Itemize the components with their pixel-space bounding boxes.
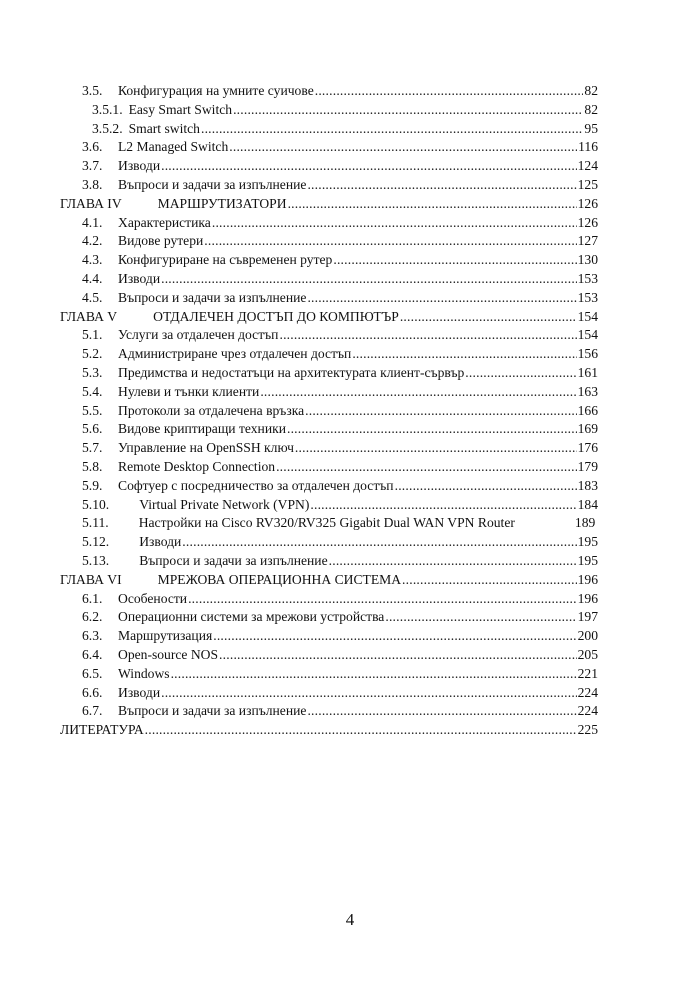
table-of-contents: [60, 82, 598, 740]
toc-entry-page: 154: [577, 308, 598, 324]
toc-entry-number: ГЛАВА V: [60, 308, 118, 324]
toc-entry-page: 221: [577, 665, 598, 681]
toc-entry-page: 126: [577, 214, 598, 230]
dot-leader: [465, 364, 576, 383]
toc-entry[interactable]: 4.3. Конфигуриране на съвременен рутер ..... 130: [60, 251, 598, 270]
toc-entry-page: 153: [577, 270, 598, 286]
toc-entry[interactable]: 6.4. Open-source NOS ..... 205: [60, 646, 598, 665]
dot-leader: [305, 402, 576, 421]
toc-entry[interactable]: [60, 571, 598, 590]
dot-leader: [310, 496, 576, 515]
dot-leader: [276, 458, 577, 477]
dot-leader: [279, 326, 576, 345]
dot-leader: [161, 270, 577, 289]
dot-leader: [188, 590, 577, 609]
toc-entry-page: 225: [577, 722, 598, 738]
toc-entry-page: 156: [577, 346, 598, 362]
toc-entry-page: 116: [578, 139, 598, 155]
toc-entry-page: 224: [577, 703, 598, 719]
toc-entry-title: Изводи: [118, 684, 161, 700]
toc-entry-number: 5.10.: [82, 496, 110, 512]
dot-leader: [352, 345, 576, 364]
toc-entry[interactable]: 6.7. Въпроси и задачи за изпълнение ..... 224: [60, 702, 598, 721]
dot-leader: [161, 157, 577, 176]
toc-entry-title: Протоколи за отдалечена връзка: [118, 402, 305, 418]
dot-leader: [233, 101, 583, 120]
dot-leader: [400, 308, 577, 327]
toc-entry[interactable]: [60, 496, 598, 515]
toc-entry[interactable]: 6.1. Особености ..... 196: [60, 590, 598, 609]
toc-entry[interactable]: 5.6. Видове криптиращи техники ..... 169: [60, 420, 598, 439]
toc-entry[interactable]: 3.6. L2 Managed Switch ..... 116: [60, 138, 598, 157]
toc-entry-page: 200: [577, 628, 598, 644]
toc-entry-title: Въпроси и задачи за изпълнение: [118, 176, 307, 192]
toc-entry-title: Изводи: [118, 158, 161, 174]
toc-entry[interactable]: 6.5. Windows ..... 221: [60, 665, 598, 684]
toc-entry-title: Конфигуриране на съвременен рутер: [118, 252, 333, 268]
toc-entry-title: Характеристика: [118, 214, 211, 230]
dot-leader: [201, 120, 583, 139]
toc-entry-title: Администриране чрез отдалечен достъп: [118, 346, 352, 362]
toc-entry-page: 127: [577, 233, 598, 249]
toc-entry-title: ОТДАЛЕЧЕН ДОСТЪП ДО КОМПЮТЪР: [153, 308, 399, 324]
dot-leader: [212, 214, 577, 233]
dot-leader: [182, 533, 576, 552]
toc-entry-title: Настройки на Cisco RV320/RV325 Gigabit Dual WAN VPN Router: [138, 515, 515, 531]
toc-entry-title: Virtual Private Network (VPN): [139, 496, 310, 512]
toc-entry-number: ГЛАВА VI: [60, 571, 122, 587]
toc-entry-title: Open-source NOS: [118, 646, 219, 662]
toc-entry-title: МАРШРУТИЗАТОРИ: [157, 195, 287, 211]
toc-entry[interactable]: 3.7. Изводи ..... 124: [60, 157, 598, 176]
toc-entry-title: Въпроси и задачи за изпълнение: [139, 552, 328, 568]
dot-leader: [295, 439, 577, 458]
toc-entry-page: 176: [577, 440, 598, 456]
toc-entry-number: ГЛАВА IV: [60, 195, 122, 211]
dot-leader: [229, 138, 577, 157]
toc-entry-page: 82: [584, 83, 598, 98]
toc-entry-page: 153: [577, 289, 598, 305]
toc-entry-page: 195: [577, 534, 598, 550]
toc-entry-page: 205: [577, 646, 598, 662]
toc-entry[interactable]: [60, 308, 598, 327]
dot-leader: [161, 684, 577, 703]
toc-entry-title: Софтуер с посредничество за отдалечен достъп: [118, 477, 394, 493]
toc-entry[interactable]: 6.2. Операционни системи за мрежови устройства ..... 197: [60, 608, 598, 627]
toc-entry-page: 130: [577, 252, 598, 268]
toc-entry[interactable]: 4.4. Изводи ..... 153: [60, 270, 598, 289]
toc-entry-title: L2 Managed Switch: [118, 139, 229, 155]
toc-entry[interactable]: [60, 552, 598, 571]
toc-entry[interactable]: [60, 101, 598, 120]
toc-entry-title: Операционни системи за мрежови устройства: [118, 609, 385, 625]
toc-entry-title: Особености: [118, 590, 188, 606]
toc-entry[interactable]: 5.1. Услуги за отдалечен достъп ..... 154: [60, 326, 598, 345]
toc-entry-page: 196: [577, 571, 598, 587]
toc-entry-title: Видове рутери: [118, 233, 204, 249]
toc-entry-title: Изводи: [139, 534, 182, 550]
toc-entry[interactable]: 5.9. Софтуер с посредничество за отдалечен достъп ..... 183: [60, 477, 598, 496]
toc-entry-page: 124: [577, 158, 598, 174]
dot-leader: [260, 383, 576, 402]
dot-leader: [307, 176, 576, 195]
toc-entry[interactable]: 5.2. Администриране чрез отдалечен достъп ..... 156: [60, 345, 598, 364]
toc-entry-page: 183: [577, 477, 598, 493]
dot-leader: [333, 251, 576, 270]
toc-entry-page: 184: [577, 496, 598, 512]
toc-entry[interactable]: 5.3. Предимства и недостатъци на архитектурата клиент-сървър ..... 161: [60, 364, 598, 383]
toc-entry[interactable]: 4.5. Въпроси и задачи за изпълнение ..... 153: [60, 289, 598, 308]
dot-leader: [402, 571, 577, 590]
dot-leader: [171, 665, 577, 684]
dot-leader: [395, 477, 577, 496]
toc-entry-number: 5.12.: [82, 534, 110, 550]
dot-leader: [204, 232, 576, 251]
toc-entry[interactable]: 5.8. Remote Desktop Connection ..... 179: [60, 458, 598, 477]
toc-entry-title: Въпроси и задачи за изпълнение: [118, 289, 307, 305]
toc-entry-title: ЛИТЕРАТУРА: [60, 722, 144, 738]
toc-entry[interactable]: [60, 533, 598, 552]
toc-entry-page: 126: [577, 195, 598, 211]
toc-entry-page: 196: [577, 590, 598, 606]
toc-entry-title: Remote Desktop Connection: [118, 458, 276, 474]
toc-entry[interactable]: 5.7. Управление на OpenSSH ключ ..... 176: [60, 439, 598, 458]
toc-entry-page: 189: [574, 515, 596, 531]
toc-entry-page: 161: [577, 364, 598, 380]
dot-leader: [213, 627, 576, 646]
toc-entry-number: 5.11.: [82, 515, 109, 531]
dot-leader: [219, 646, 577, 665]
toc-entry[interactable]: 6.6. Изводи ..... 224: [60, 684, 598, 703]
toc-entry[interactable]: 5.5. Протоколи за отдалечена връзка ..... 166: [60, 402, 598, 421]
dot-leader: [145, 721, 577, 740]
toc-entry[interactable]: 4.2. Видове рутери ..... 127: [60, 232, 598, 251]
dot-leader: [307, 289, 576, 308]
dot-leader: [329, 552, 577, 571]
toc-entry[interactable]: [60, 721, 598, 740]
toc-entry-page: 224: [577, 684, 598, 700]
toc-entry-page: 163: [577, 383, 598, 399]
toc-entry-page: 169: [577, 421, 598, 437]
toc-entry-page: 82: [584, 101, 598, 117]
toc-entry-number: 3.5.1.: [92, 101, 123, 117]
toc-entry-page: 95: [584, 120, 598, 136]
toc-entry[interactable]: 3.5. Конфигурация на умните суичове ..... 82: [60, 82, 598, 101]
toc-entry-title: Видове криптиращи техники: [118, 421, 286, 437]
toc-entry-title: Маршрутизация: [118, 628, 213, 644]
toc-entry[interactable]: 6.3. Маршрутизация ..... 200: [60, 627, 598, 646]
dot-leader: [385, 608, 576, 627]
toc-entry-title: МРЕЖОВА ОПЕРАЦИОННА СИСТЕМА: [157, 571, 402, 587]
toc-entry-title: Конфигурация на умните суичове: [118, 83, 314, 98]
toc-entry-number: 3.5.2.: [92, 120, 123, 136]
toc-entry-page: 179: [577, 458, 598, 474]
toc-entry[interactable]: [60, 120, 598, 139]
toc-entry-title: Предимства и недостатъци на архитектурата клиент-сървър: [118, 364, 465, 380]
toc-entry-title: Услуги за отдалечен достъп: [118, 327, 279, 343]
toc-entry-title: Изводи: [118, 270, 161, 286]
dot-leader: [315, 82, 584, 101]
toc-entry-page: 195: [577, 552, 598, 568]
toc-entry-title: Windows: [118, 665, 170, 681]
page-number: 4: [345, 910, 355, 929]
toc-entry[interactable]: 3.8. Въпроси и задачи за изпълнение ..... 125: [60, 176, 598, 195]
toc-entry-title: Нулеви и тънки клиенти: [118, 383, 260, 399]
toc-entry[interactable]: 4.1. Характеристика ..... 126: [60, 214, 598, 233]
toc-entry-page: 125: [577, 176, 598, 192]
dot-leader: [307, 702, 576, 721]
toc-entry[interactable]: [60, 514, 598, 533]
toc-entry-title: Въпроси и задачи за изпълнение: [118, 703, 307, 719]
toc-entry-page: 154: [577, 327, 598, 343]
toc-entry[interactable]: [60, 195, 598, 214]
dot-leader: [288, 195, 577, 214]
toc-entry[interactable]: 5.4. Нулеви и тънки клиенти ..... 163: [60, 383, 598, 402]
toc-entry-title: Smart switch: [128, 120, 200, 136]
dot-leader: [287, 420, 577, 439]
toc-entry-page: 166: [577, 402, 598, 418]
toc-entry-page: 197: [577, 609, 598, 625]
toc-entry-number: 5.13.: [82, 552, 110, 568]
toc-entry-title: Управление на OpenSSH ключ: [118, 440, 294, 456]
toc-entry-title: Easy Smart Switch: [128, 101, 233, 117]
